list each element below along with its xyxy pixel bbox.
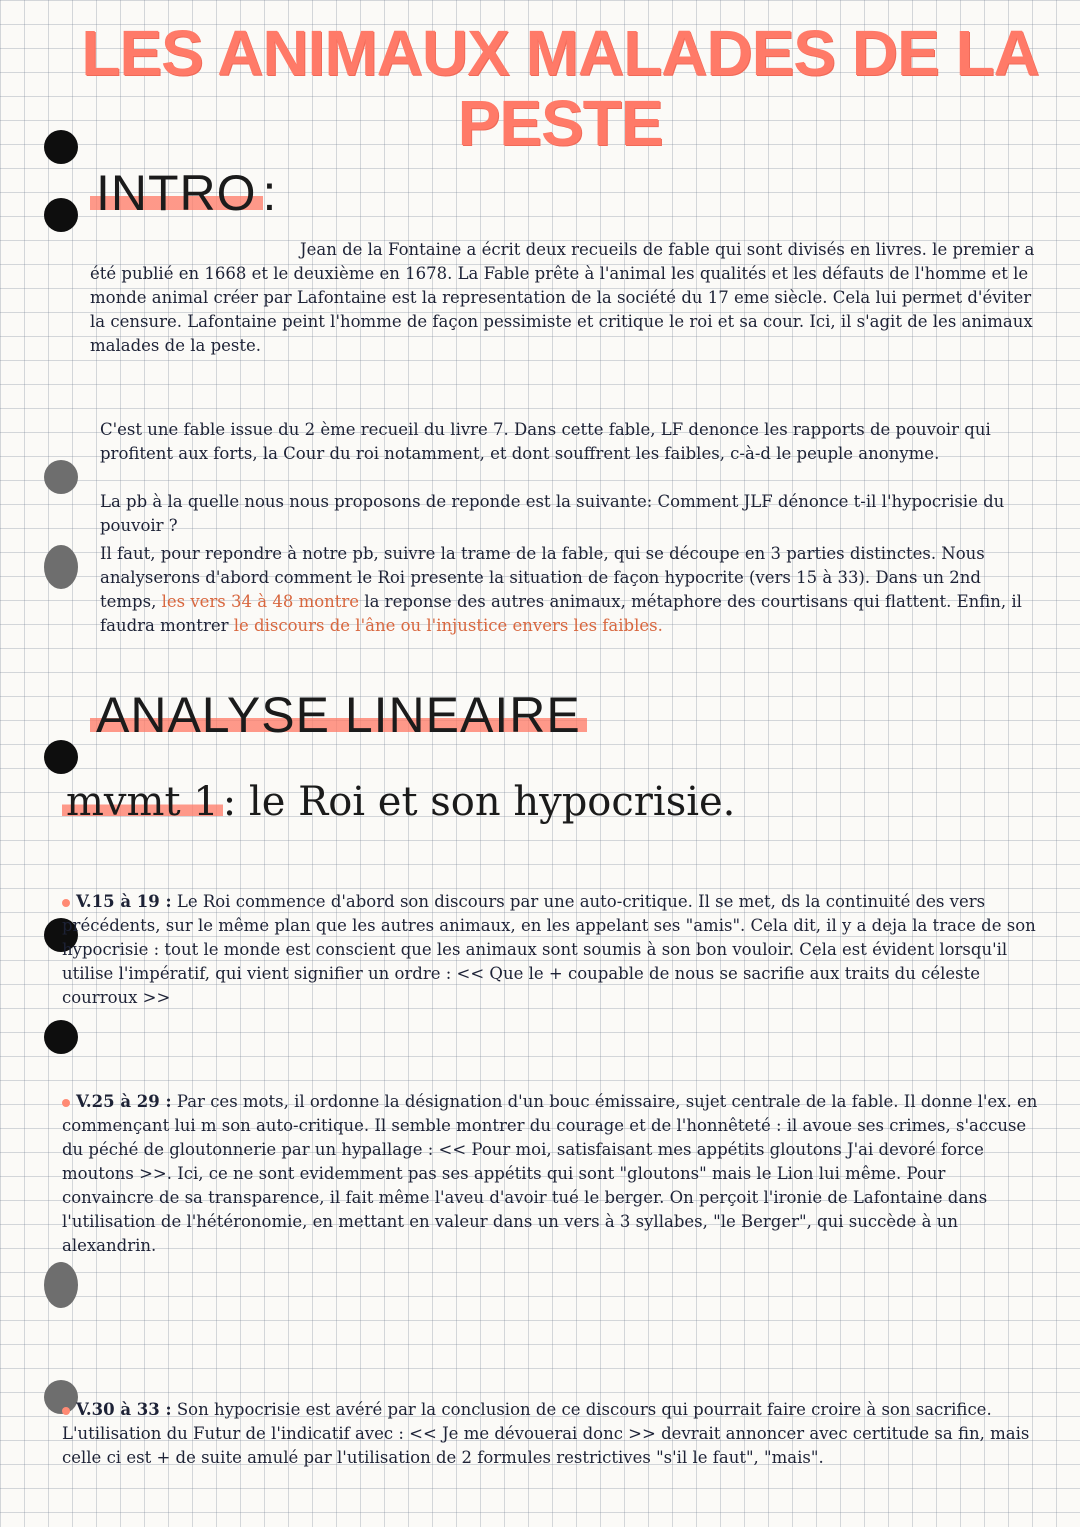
binder-hole	[44, 740, 78, 774]
movement-title: : le Roi et son hypocrisie.	[222, 779, 736, 825]
page-title: LES ANIMAUX MALADES DE LA PESTE	[81, 17, 1039, 160]
analysis-item	[62, 1066, 1042, 1282]
bullet-dot-icon	[62, 1099, 70, 1107]
analysis-heading-text: ANALYSE LINEAIRE	[90, 687, 587, 743]
movement-subtitle	[62, 780, 735, 824]
binder-hole	[44, 545, 78, 589]
analysis-item	[62, 1374, 1042, 1494]
intro-paragraph	[100, 542, 1042, 638]
movement-label: mvmt 1	[62, 779, 223, 825]
binder-hole	[44, 460, 78, 494]
analysis-item-paragraph	[62, 890, 1042, 1010]
intro-heading-colon: :	[262, 165, 278, 221]
intro-plan-text-2: la reponse des autres animaux, métaphore des courtisans qui flattent. Enfin, il faudra montrer	[100, 592, 1022, 635]
bullet-dot-icon	[62, 1407, 70, 1415]
intro-heading	[90, 165, 278, 221]
binder-hole	[44, 198, 78, 232]
analysis-item-text: Son hypocrisie est avéré par la conclusion de ce discours qui pourrait faire croire à son sacrifice. L'utilisation du Futur de l'indicatif avec : << Je me dévouerai donc >> devrait annoncer avec certitude sa fin, mais celle ci est + de suite amulé par l'utilisation de 2 formules restrictives "s'il le faut", "mais".	[62, 1400, 1030, 1467]
analysis-item-text: Le Roi commence d'abord son discours par une auto-critique. Il se met, ds la continuité des vers précédents, sur le même plan que les autres animaux, en les appelant ses "amis". Cela dit, il y a deja la trace de son hypocrisie : tout le monde est conscient que les animaux sont soumis à son bon vouloir. Cela est évident lorsqu'il utilise l'impératif, qui vient signifier un ordre : << Que le + coupable de nous se sacrifie aux traits du céleste courroux >>	[62, 892, 1036, 1007]
intro-paragraph: Jean de la Fontaine a écrit deux recueils de fable qui sont divisés en livres. le premier a été publié en 1668 et le deuxième en 1678. La Fable prête à l'animal les qualités et les défauts de l'homme et le monde animal créer par Lafontaine est la representation de la société du 17 eme siècle. Cela lui permet d'éviter la censure. Lafontaine peint l'homme de façon pessimiste et critique le roi et sa cour. Ici, il s'agit de les animaux malades de la peste.	[90, 240, 1035, 355]
intro-paragraph: La pb à la quelle nous nous proposons de reponde est la suivante: Comment JLF dénonce t-il l'hypocrisie du pouvoir ?	[100, 492, 1005, 535]
intro-heading-text: INTRO	[90, 165, 263, 221]
analysis-item-ref: V.15 à 19 :	[76, 892, 172, 911]
analysis-item-paragraph	[62, 1090, 1042, 1258]
analysis-item-ref: V.30 à 33 :	[76, 1400, 172, 1419]
intro-text-4	[100, 518, 1042, 662]
analysis-item-text: Par ces mots, il ordonne la désignation d'un bouc émissaire, sujet centrale de la fable. Il donne l'ex. en commençant lui m son auto-critique. Il semble montrer du courage et de l'honnêteté : il avoue ses crimes, s'accuse du péché de gloutonnerie par un hypallage : << Pour moi, satisfaisant mes appétits gloutons J'ai devoré force moutons >>. Ici, ce ne sont evidemment pas ses appétits qui sont "gloutons" mais le Lion lui même. Pour convaincre de sa transparence, il fait même l'aveu d'avoir tué le berger. On perçoit l'ironie de Lafontaine dans l'utilisation de l'hétéronomie, en mettant en valeur dans un vers à 3 syllabes, "le Berger", qui succède à un alexandrin.	[62, 1092, 1038, 1255]
analysis-item-paragraph	[62, 1398, 1042, 1470]
intro-paragraph: C'est une fable issue du 2 ème recueil du livre 7. Dans cette fable, LF denonce les rapports de pouvoir qui profitent aux forts, la Cour du roi notamment, et dont souffrent les faibles, c-à-d le peuple anonyme.	[100, 420, 991, 463]
analysis-heading	[90, 687, 587, 743]
intro-plan-orange-2: le discours de l'âne ou l'injustice envers les faibles.	[233, 616, 663, 635]
binder-hole	[44, 130, 78, 164]
analysis-item	[62, 866, 1042, 1034]
bullet-dot-icon	[62, 899, 70, 907]
intro-text	[90, 214, 1042, 382]
intro-plan-text: Il faut, pour repondre à notre pb, suivre la trame de la fable, qui se découpe en 3 parties distinctes. Nous analyserons d'abord comment le Roi presente la situation de façon hypocrite (vers 15 à 33). Dans un 2nd temps,	[100, 544, 985, 611]
intro-plan-orange-1: les vers 34 à 48 montre	[161, 592, 360, 611]
analysis-item-ref: V.25 à 29 :	[76, 1092, 172, 1111]
